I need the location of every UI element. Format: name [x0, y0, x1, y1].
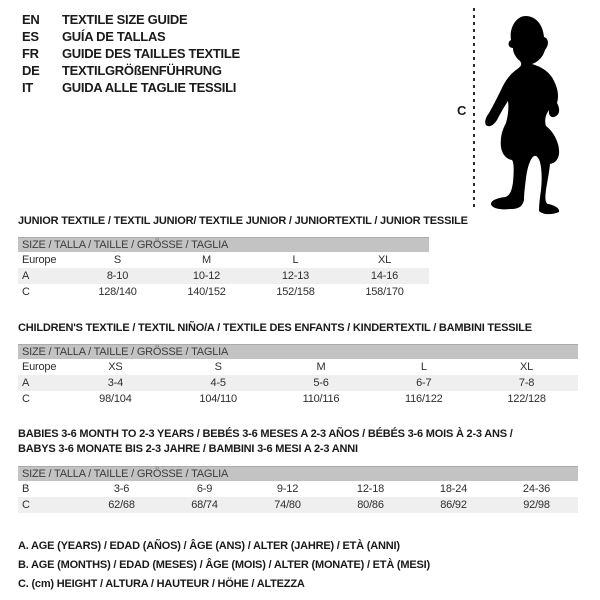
size-value: 158/170: [365, 286, 404, 298]
junior-section-title: JUNIOR TEXTILE / TEXTIL JUNIOR/ TEXTILE JUNIOR / JUNIORTEXTIL / JUNIOR TESSILE: [18, 215, 468, 227]
size-value: 92/98: [523, 499, 550, 511]
guide-title: GUIDA ALLE TAGLIE TESSILI: [62, 80, 237, 95]
size-value: XL: [377, 254, 392, 266]
height-measure-dashed-line: [473, 8, 475, 211]
size-value: XS: [108, 361, 123, 373]
size-value: 80/86: [357, 499, 384, 511]
babies-section-title-line2: BABYS 3-6 MONATE BIS 2-3 JAHRE / BAMBINI 3-6 MESI A 2-3 ANNI: [18, 443, 358, 455]
size-value: M: [202, 254, 211, 266]
size-value: 7-8: [518, 377, 535, 389]
size-value: 3-4: [107, 377, 124, 389]
size-value: 5-6: [313, 377, 329, 389]
size-value: 14-16: [370, 270, 399, 282]
size-value: 98/104: [99, 393, 132, 405]
size-value: 10-12: [192, 270, 221, 282]
language-code: EN: [22, 12, 40, 27]
size-value: 6-9: [196, 483, 213, 495]
size-value: 4-5: [210, 377, 226, 389]
row-label: C: [22, 393, 30, 405]
row-label: C: [22, 499, 30, 511]
size-value: L: [420, 361, 427, 373]
baby-toddler-silhouette-icon: [482, 4, 597, 216]
note-age-years: A. AGE (YEARS) / EDAD (AÑOS) / ÂGE (ANS) / ALTER (JAHRE) / ETÀ (ANNI): [18, 540, 400, 552]
size-header-bar: SIZE / TALLA / TAILLE / GRÖSSE / TAGLIA: [18, 237, 429, 252]
language-line: [22, 62, 240, 79]
row-label: B: [22, 483, 30, 495]
size-header-bar: SIZE / TALLA / TAILLE / GRÖSSE / TAGLIA: [18, 466, 578, 481]
size-value: 8-10: [106, 270, 129, 282]
size-value: S: [113, 254, 122, 266]
language-line: [22, 79, 240, 96]
row-label: Europe: [22, 361, 57, 373]
junior-size-table: [18, 237, 429, 300]
babies-section-title-line1: BABIES 3-6 MONTH TO 2-3 YEARS / BEBÉS 3-6 MESES A 2-3 AÑOS / BÉBÉS 3-6 MOIS À 2-3 ANS /: [18, 428, 513, 440]
size-value: 122/128: [507, 393, 546, 405]
size-value: 152/158: [276, 286, 315, 298]
size-header-bar: SIZE / TALLA / TAILLE / GRÖSSE / TAGLIA: [18, 344, 578, 359]
guide-title: TEXTILE SIZE GUIDE: [62, 12, 188, 27]
language-code: IT: [22, 80, 33, 95]
size-value: 86/92: [440, 499, 467, 511]
size-value: 18-24: [439, 483, 468, 495]
language-line: [22, 11, 240, 28]
table-row: [18, 497, 578, 513]
language-line: [22, 28, 240, 45]
babies-size-table: [18, 466, 578, 513]
language-code: DE: [22, 63, 40, 78]
size-value: M: [316, 361, 326, 373]
size-value: 140/152: [187, 286, 226, 298]
size-value: 6-7: [416, 377, 432, 389]
table-row: [18, 481, 578, 497]
size-value: 24-36: [522, 483, 551, 495]
table-row: [18, 268, 429, 284]
language-line: [22, 45, 240, 62]
row-label: C: [22, 286, 30, 298]
size-value: 12-18: [356, 483, 385, 495]
note-height-cm: C. (cm) HEIGHT / ALTURA / HAUTEUR / HÖHE / ALTEZZA: [18, 578, 305, 590]
guide-title: GUIDE DES TAILLES TEXTILE: [62, 46, 240, 61]
size-value: 110/116: [302, 393, 340, 405]
size-value: 12-13: [281, 270, 310, 282]
row-label: A: [22, 377, 30, 389]
guide-title: GUÍA DE TALLAS: [62, 29, 166, 44]
size-value: XL: [520, 361, 534, 373]
guide-title: TEXTILGRÖßENFÜHRUNG: [62, 63, 222, 78]
table-row: [18, 252, 429, 268]
table-row: [18, 391, 578, 407]
size-value: 104/110: [199, 393, 237, 405]
measurement-key-notes: [18, 537, 430, 594]
height-measure-label: C: [457, 103, 467, 118]
row-label: A: [22, 270, 30, 282]
children-section-title: CHILDREN'S TEXTILE / TEXTIL NIÑO/A / TEXTILE DES ENFANTS / KINDERTEXTIL / BAMBINI TESSILE: [18, 322, 532, 334]
size-value: 128/140: [98, 286, 137, 298]
table-row: [18, 359, 578, 375]
size-value: 9-12: [276, 483, 299, 495]
note-age-months: B. AGE (MONTHS) / EDAD (MESES) / ÂGE (MOIS) / ALTER (MONATE) / ETÀ (MESI): [18, 559, 430, 571]
size-value: S: [214, 361, 222, 373]
children-size-table: [18, 344, 578, 407]
language-code: FR: [22, 46, 39, 61]
language-title-list: [22, 11, 240, 96]
babies-section-title: [18, 427, 513, 457]
language-code: ES: [22, 29, 39, 44]
size-value: 68/74: [191, 499, 218, 511]
size-value: 74/80: [274, 499, 301, 511]
size-value: 116/122: [405, 393, 443, 405]
table-row: [18, 375, 578, 391]
size-value: 3-6: [113, 483, 130, 495]
row-label: Europe: [22, 254, 57, 266]
table-row: [18, 284, 429, 300]
size-value: L: [292, 254, 299, 266]
size-value: 62/68: [108, 499, 135, 511]
